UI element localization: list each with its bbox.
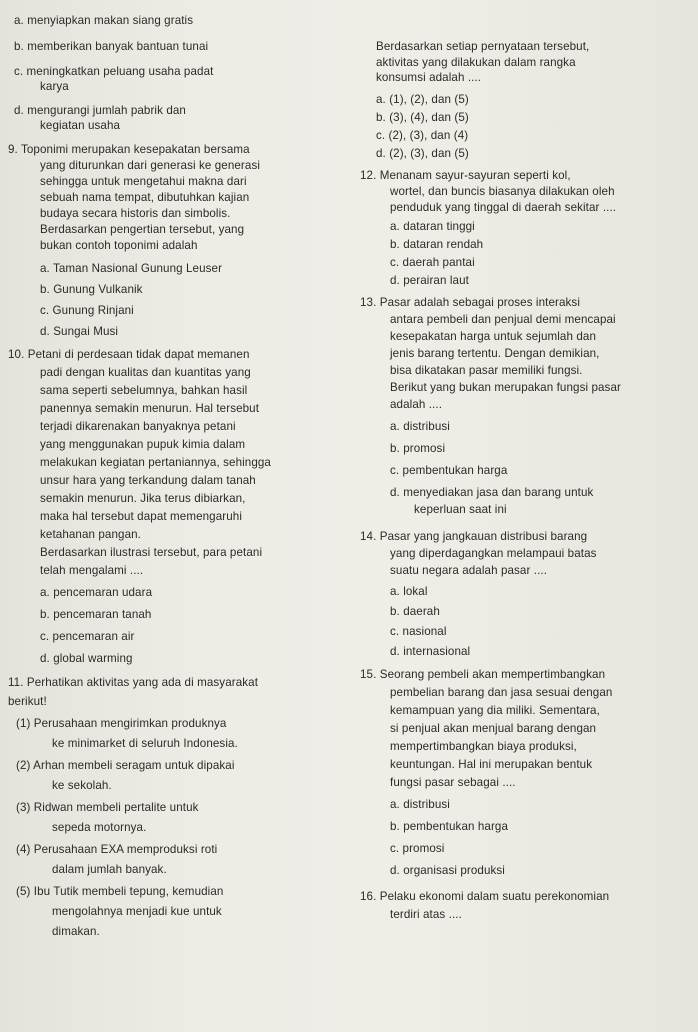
q15-stem: 15. Seorang pembeli akan mempertimbangkan [360, 668, 606, 681]
q11-question-line: aktivitas yang dilakukan dalam rangka [376, 56, 576, 69]
q13-option-d: d. menyediakan jasa dan barang untuk [390, 486, 594, 499]
q9-option-a: a. Taman Nasional Gunung Leuser [40, 262, 223, 275]
q15-option-d: d. organisasi produksi [390, 864, 505, 877]
q11-item-5-cont: dimakan. [52, 925, 100, 938]
q14-option-a: a. lokal [390, 585, 428, 598]
q14-option-c: c. nasional [390, 625, 447, 638]
q13-option-c: c. pembentukan harga [390, 464, 508, 477]
q13-text-line: Berikut yang bukan merupakan fungsi pasar [390, 381, 621, 394]
q11-item-2: (2) Arhan membeli seragam untuk dipakai [16, 759, 235, 772]
q10-text-line: sama seperti sebelumnya, bahkan hasil [40, 384, 248, 397]
q10-text-line: maka hal tersebut dapat memengaruhi [40, 510, 242, 523]
q9-option-b: b. Gunung Vulkanik [40, 283, 143, 296]
q10-text-line: Berdasarkan ilustrasi tersebut, para petani [40, 546, 263, 559]
q13-text-line: antara pembeli dan penjual demi mencapai [390, 313, 616, 326]
q8-option-c-cont: karya [40, 80, 69, 93]
q11-item-4-cont: dalam jumlah banyak. [52, 863, 167, 876]
q8-option-d: d. mengurangi jumlah pabrik dan [14, 104, 186, 117]
q9-text-line: Berdasarkan pengertian tersebut, yang [40, 223, 245, 236]
q10-text-line: terjadi dikarenakan banyaknya petani [40, 420, 236, 433]
q11-item-1: (1) Perusahaan mengirimkan produknya [16, 717, 227, 730]
q11-option-d: d. (2), (3), dan (5) [376, 147, 469, 160]
q11-question-line: Berdasarkan setiap pernyataan tersebut, [376, 40, 590, 53]
q11-item-3-cont: sepeda motornya. [52, 821, 147, 834]
q11-item-2-cont: ke sekolah. [52, 779, 112, 792]
q10-option-d: d. global warming [40, 652, 133, 665]
q9-text-line: bukan contoh toponimi adalah [40, 239, 198, 252]
q10-option-c: c. pencemaran air [40, 630, 135, 643]
q11-item-5: (5) Ibu Tutik membeli tepung, kemudian [16, 885, 224, 898]
q13-stem: 13. Pasar adalah sebagai proses interaksi [360, 296, 581, 309]
q9-text-line: yang diturunkan dari generasi ke generasi [40, 159, 261, 172]
q10-option-a: a. pencemaran udara [40, 586, 153, 599]
q11-item-5-cont: mengolahnya menjadi kue untuk [52, 905, 222, 918]
q12-option-a: a. dataran tinggi [390, 220, 475, 233]
q16-text-line: terdiri atas .... [390, 908, 462, 921]
q14-text-line: suatu negara adalah pasar .... [390, 564, 548, 577]
q8-option-d-cont: kegiatan usaha [40, 119, 121, 132]
q11-question-line: konsumsi adalah .... [376, 71, 482, 84]
q8-option-b: b. memberikan banyak bantuan tunai [14, 40, 209, 53]
q10-stem: 10. Petani di perdesaan tidak dapat memanen [8, 348, 250, 361]
q15-option-b: b. pembentukan harga [390, 820, 509, 833]
q8-option-c: c. meningkatkan peluang usaha padat [14, 65, 214, 78]
q15-text-line: mempertimbangkan biaya produksi, [390, 740, 577, 753]
q15-text-line: kemampuan yang dia miliki. Sementara, [390, 704, 600, 717]
q10-text-line: melakukan kegiatan pertaniannya, sehingga [40, 456, 271, 469]
q11-item-1-cont: ke minimarket di seluruh Indonesia. [52, 737, 238, 750]
q13-option-d-cont: keperluan saat ini [414, 503, 507, 516]
q12-stem: 12. Menanam sayur-sayuran seperti kol, [360, 169, 571, 182]
q13-text-line: jenis barang tertentu. Dengan demikian, [390, 347, 600, 360]
q10-text-line: ketahanan pangan. [40, 528, 141, 541]
q15-text-line: si penjual akan menjual barang dengan [390, 722, 597, 735]
q14-option-d: d. internasional [390, 645, 471, 658]
q15-text-line: pembelian barang dan jasa sesuai dengan [390, 686, 613, 699]
q15-option-c: c. promosi [390, 842, 445, 855]
q8-option-a: a. menyiapkan makan siang gratis [14, 14, 194, 27]
q10-text-line: padi dengan kualitas dan kuantitas yang [40, 366, 251, 379]
q9-option-d: d. Sungai Musi [40, 325, 119, 338]
q10-option-b: b. pencemaran tanah [40, 608, 152, 621]
q11-item-4: (4) Perusahaan EXA memproduksi roti [16, 843, 218, 856]
q11-option-c: c. (2), (3), dan (4) [376, 129, 469, 142]
q14-stem: 14. Pasar yang jangkauan distribusi barang [360, 530, 588, 543]
q13-text-line: bisa dikatakan pasar memiliki fungsi. [390, 364, 583, 377]
q15-option-a: a. distribusi [390, 798, 450, 811]
q11-text-line: berikut! [8, 695, 47, 708]
q13-text-line: kesepakatan harga untuk sejumlah dan [390, 330, 596, 343]
q10-text-line: yang menggunakan pupuk kimia dalam [40, 438, 246, 451]
q13-text-line: adalah .... [390, 398, 443, 411]
q9-stem: 9. Toponimi merupakan kesepakatan bersama [8, 143, 250, 156]
q11-stem: 11. Perhatikan aktivitas yang ada di masyarakat [8, 676, 259, 689]
q14-option-b: b. daerah [390, 605, 440, 618]
q10-text-line: semakin menurun. Jika terus dibiarkan, [40, 492, 246, 505]
q13-option-a: a. distribusi [390, 420, 450, 433]
q9-text-line: sebuah nama tempat, dibutuhkan kajian [40, 191, 250, 204]
q11-option-b: b. (3), (4), dan (5) [376, 111, 469, 124]
q10-text-line: unsur hara yang terkandung dalam tanah [40, 474, 256, 487]
q15-text-line: keuntungan. Hal ini merupakan bentuk [390, 758, 593, 771]
q12-option-b: b. dataran rendah [390, 238, 484, 251]
q12-text-line: wortel, dan buncis biasanya dilakukan oleh [390, 185, 615, 198]
q14-text-line: yang diperdagangkan melampaui batas [390, 547, 597, 560]
q12-text-line: penduduk yang tinggal di daerah sekitar .... [390, 201, 617, 214]
q9-text-line: budaya secara historis dan simbolis. [40, 207, 231, 220]
q13-option-b: b. promosi [390, 442, 446, 455]
q11-option-a: a. (1), (2), dan (5) [376, 93, 469, 106]
q16-stem: 16. Pelaku ekonomi dalam suatu perekonomian [360, 890, 610, 903]
q11-item-3: (3) Ridwan membeli pertalite untuk [16, 801, 199, 814]
q15-text-line: fungsi pasar sebagai .... [390, 776, 516, 789]
q10-text-line: telah mengalami .... [40, 564, 144, 577]
q9-text-line: sehingga untuk mengetahui makna dari [40, 175, 247, 188]
q10-text-line: panennya semakin menurun. Hal tersebut [40, 402, 260, 415]
q12-option-d: d. perairan laut [390, 274, 469, 287]
q9-option-c: c. Gunung Rinjani [40, 304, 134, 317]
q12-option-c: c. daerah pantai [390, 256, 475, 269]
